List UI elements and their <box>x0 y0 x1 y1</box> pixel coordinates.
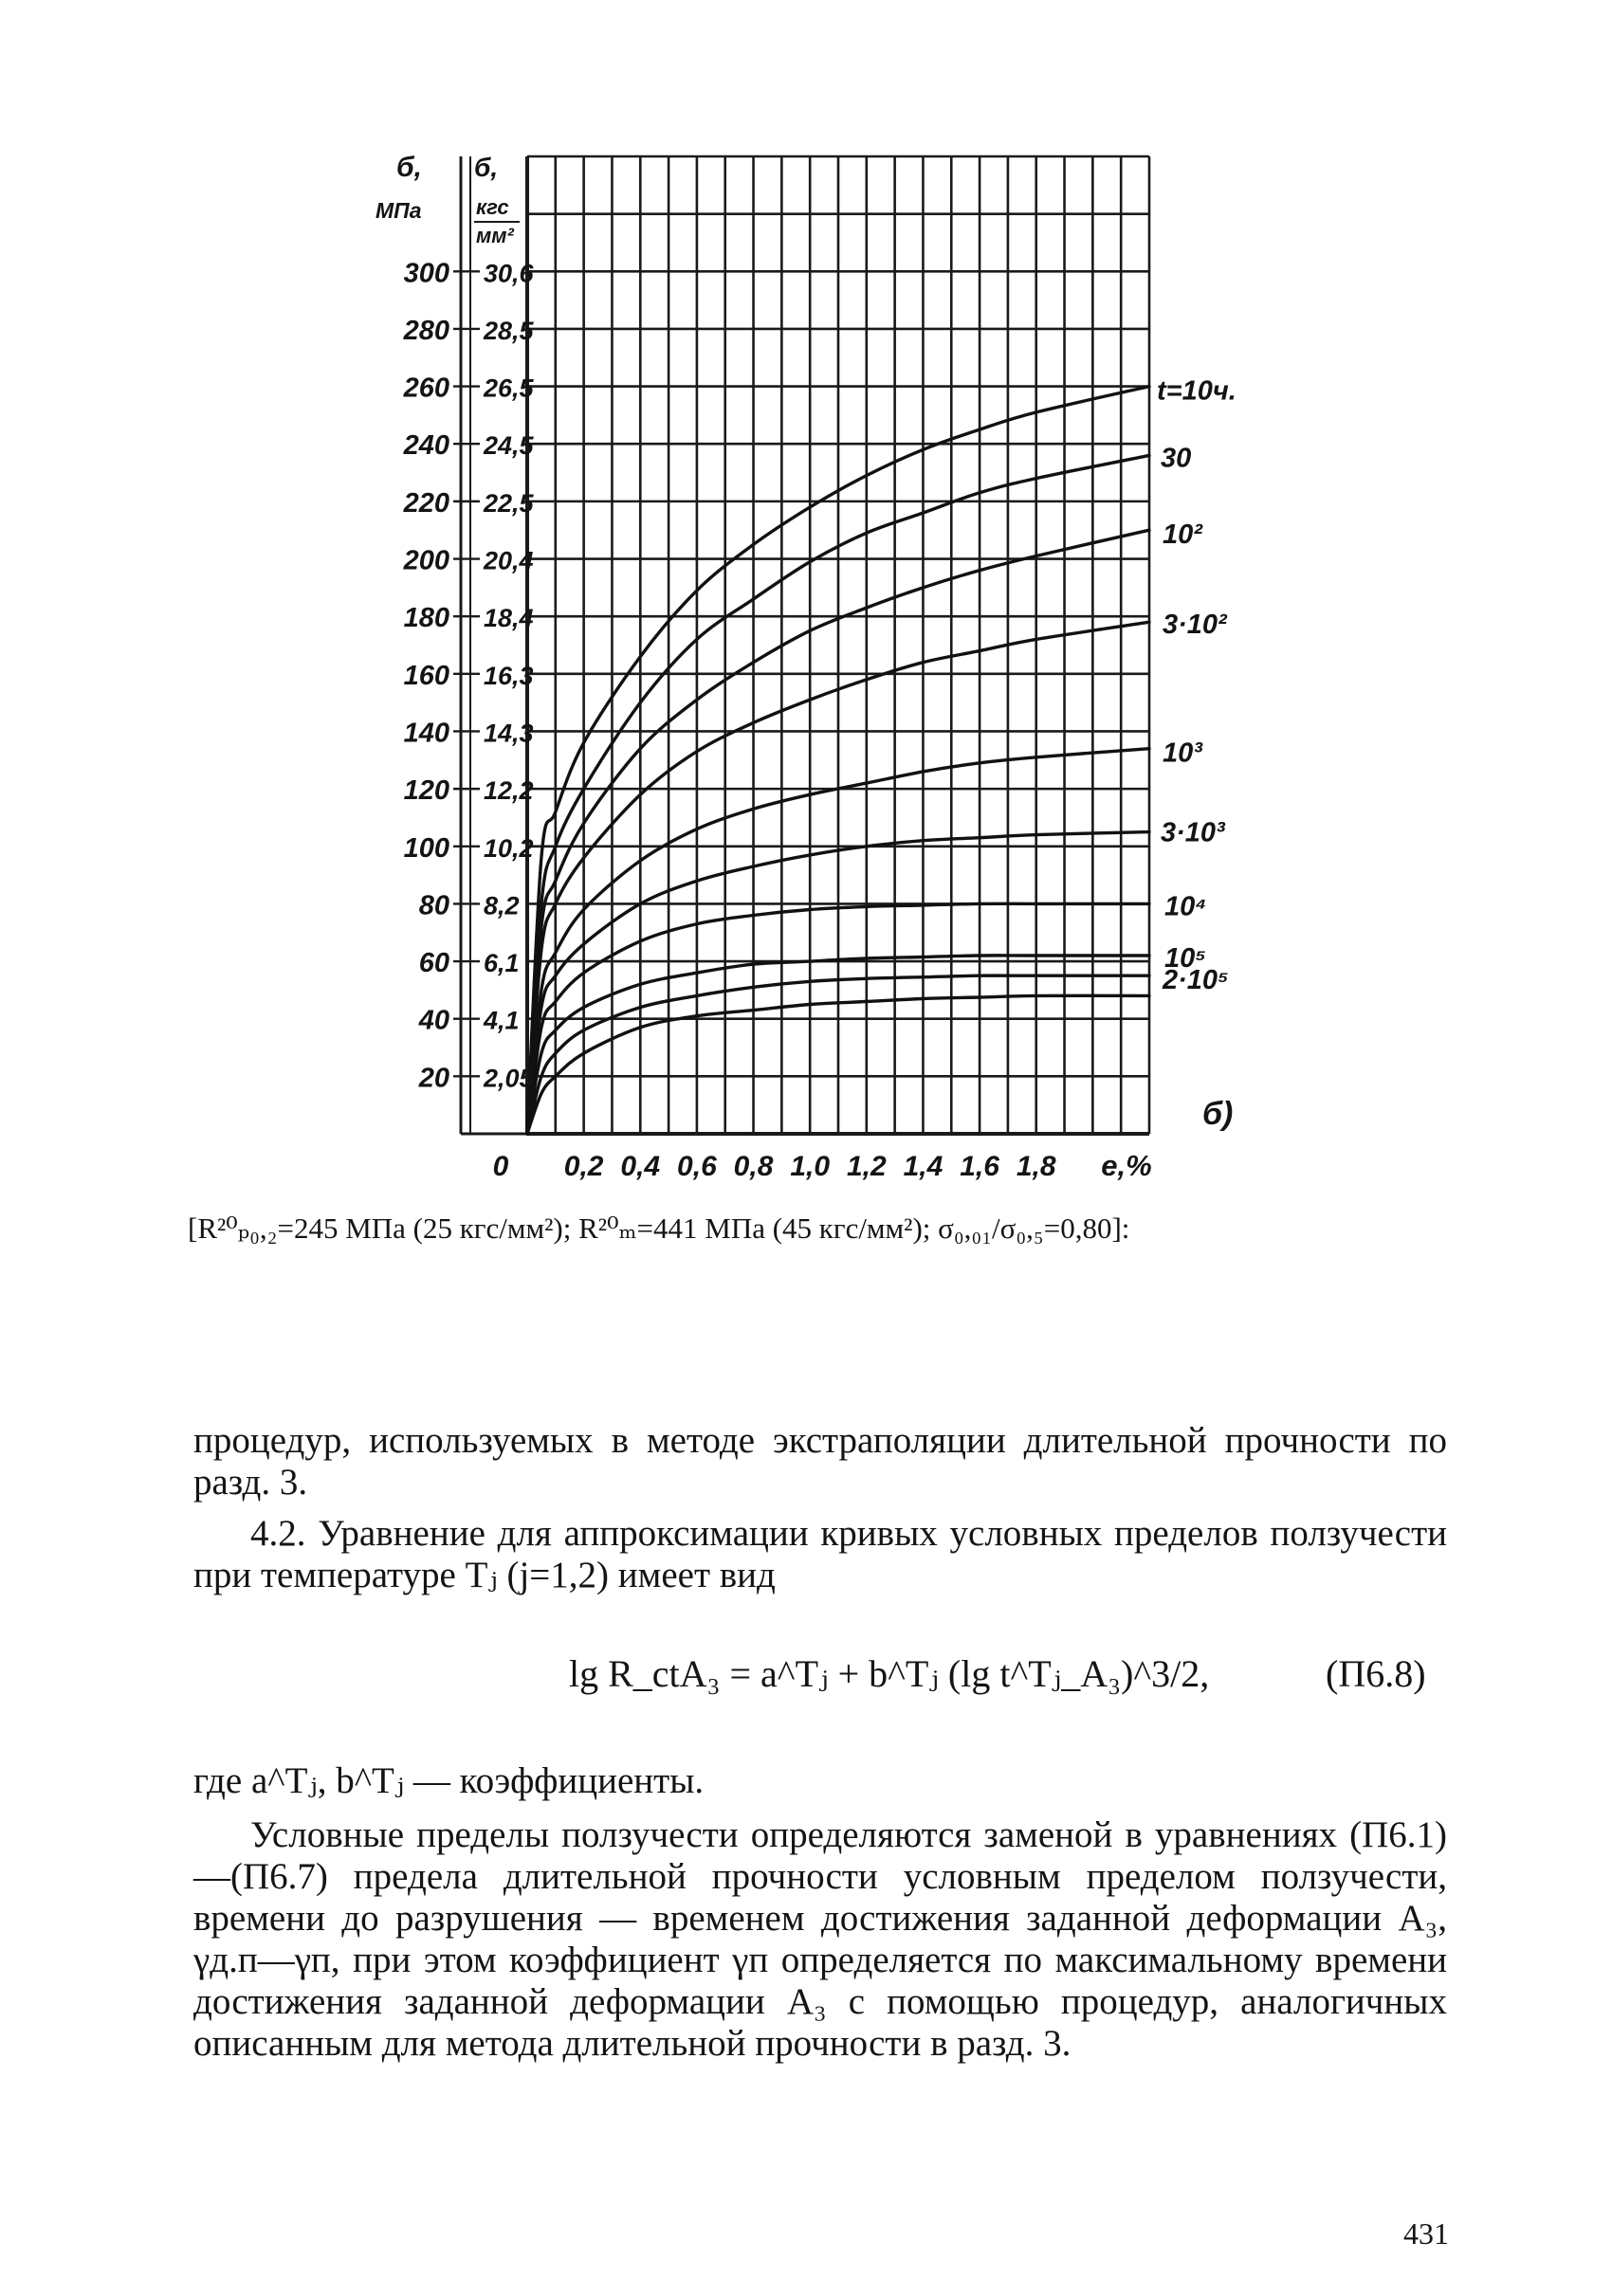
page-number-text: 431 <box>1403 2216 1449 2250</box>
y-tick-label-mpa: 20 <box>418 1063 449 1094</box>
panel-label: б) <box>1202 1096 1234 1132</box>
chart-labels <box>376 152 1236 1182</box>
curve-label: t=10ч. <box>1157 375 1236 407</box>
y-tick-label-kgf: 8,2 <box>484 891 520 920</box>
y-tick-label-mpa: 300 <box>403 258 449 289</box>
where-text: где a^Tⱼ, b^Tⱼ — коэффициенты. <box>193 1760 705 1801</box>
equation-number-text: (П6.8) <box>1326 1652 1426 1695</box>
y-tick-label-mpa: 260 <box>403 373 449 404</box>
y-tick-label-mpa: 280 <box>403 315 449 346</box>
x-tick-label: 0,6 <box>677 1151 717 1182</box>
y-tick-label-mpa: 40 <box>418 1005 449 1036</box>
equation-p6-8 <box>569 1651 1209 1696</box>
y-tick-label-mpa: 180 <box>403 603 449 634</box>
y-tick-label-mpa: 60 <box>418 948 449 979</box>
y-axis-unit-denominator: мм² <box>476 224 514 247</box>
y-axis-symbol-secondary: б, <box>474 153 499 182</box>
material-conditions <box>188 1212 1449 1246</box>
y-tick-label-mpa: 200 <box>403 545 449 576</box>
equation-number <box>1326 1651 1426 1696</box>
y-tick-label-kgf: 10,2 <box>484 833 534 863</box>
x-axis-label: e,% <box>1101 1149 1152 1182</box>
curve-label: 10² <box>1163 519 1202 551</box>
curve-label: 10³ <box>1163 738 1202 769</box>
conditions-text: [R²⁰ₚ₀,₂=245 МПа (25 кгс/мм²); R²⁰ₘ=441 МПа (45 кгс/мм²); σ₀,₀₁/σ₀,₅=0,80]: <box>188 1212 1130 1245</box>
x-tick-label: 1,4 <box>903 1151 943 1182</box>
y-tick-label-kgf: 30,6 <box>484 259 534 288</box>
y-tick-label-kgf: 4,1 <box>484 1006 520 1035</box>
y-tick-label-mpa: 160 <box>403 660 449 691</box>
coefficients-definition <box>193 1759 704 1802</box>
y-tick-label-mpa: 140 <box>403 718 449 749</box>
y-axis-unit-numerator: кгс <box>476 195 509 219</box>
chart-axes <box>453 156 527 1134</box>
y-tick-label-mpa: 100 <box>403 832 449 864</box>
y-tick-label-mpa: 80 <box>418 890 449 921</box>
y-tick-label-kgf: 18,4 <box>484 604 534 633</box>
y-tick-label-mpa: 220 <box>403 487 449 519</box>
y-axis-symbol-primary: б, <box>396 152 422 183</box>
paragraph-continuation <box>193 1420 1447 1503</box>
y-tick-label-kgf: 6,1 <box>484 949 520 978</box>
chart-grid <box>527 156 1149 1134</box>
x-tick-label: 1,2 <box>846 1151 887 1182</box>
curve-label: 10⁵ <box>1164 942 1207 974</box>
y-tick-label-kgf: 22,5 <box>484 488 534 518</box>
paragraph-1-text: процедур, используемых в методе экстраполяции длительной прочности по разд. 3. <box>193 1420 1447 1503</box>
x-tick-label: 1,6 <box>960 1151 999 1182</box>
paragraph-2-text: 4.2. Уравнение для аппроксимации кривых условных пределов ползучести при температуре Tⱼ (j=1,2) имеет вид <box>193 1513 1447 1595</box>
x-tick-label: 0,4 <box>620 1151 661 1182</box>
y-tick-label-kgf: 26,5 <box>484 374 534 403</box>
y-tick-label-kgf: 16,3 <box>484 661 534 690</box>
curve-label: 3·10² <box>1163 610 1227 641</box>
paragraph-3-text: Условные пределы ползучести определяются заменой в уравнениях (П6.1)—(П6.7) предела длительной прочности условным пределом ползучести, времени до разрушения — временем достижения заданной деформации A₃, γд.п—γп, при этом коэффициент γп определяется по максимальному времени достижения заданной деформации A₃ с помощью процедур, аналогичных описанным для метода длительной прочности в разд. 3. <box>193 1814 1447 2064</box>
page-number <box>1403 2216 1449 2251</box>
paragraph-section-4-2 <box>193 1513 1447 1596</box>
y-tick-label-kgf: 12,2 <box>484 776 534 806</box>
equation-text: lg R_ctA₃ = a^Tⱼ + b^Tⱼ (lg t^Tⱼ_A₃)^3/2, <box>569 1652 1210 1695</box>
y-axis-unit-mpa: МПа <box>376 198 422 223</box>
curve-label: 2·10⁵ <box>1163 965 1229 996</box>
paragraph-conditional-limits <box>193 1814 1447 2065</box>
y-tick-label-kgf: 20,4 <box>484 546 534 575</box>
x-tick-label: 1,8 <box>1016 1151 1056 1182</box>
x-tick-label: 1,0 <box>790 1151 831 1182</box>
x-tick-label: 0,8 <box>733 1151 774 1182</box>
curve-label: 3·10³ <box>1161 817 1225 848</box>
y-tick-label-kgf: 28,5 <box>484 316 534 345</box>
y-tick-label-mpa: 120 <box>403 775 449 807</box>
x-tick-label: 0 <box>492 1151 509 1182</box>
curve-label: 30 <box>1161 443 1192 474</box>
y-tick-label-kgf: 24,5 <box>484 431 534 461</box>
curve-label: 10⁴ <box>1164 891 1207 922</box>
y-tick-label-kgf: 2,05 <box>484 1064 534 1093</box>
y-tick-label-kgf: 14,3 <box>484 719 534 748</box>
x-tick-label: 0,2 <box>563 1151 604 1182</box>
y-tick-label-mpa: 240 <box>403 430 449 462</box>
